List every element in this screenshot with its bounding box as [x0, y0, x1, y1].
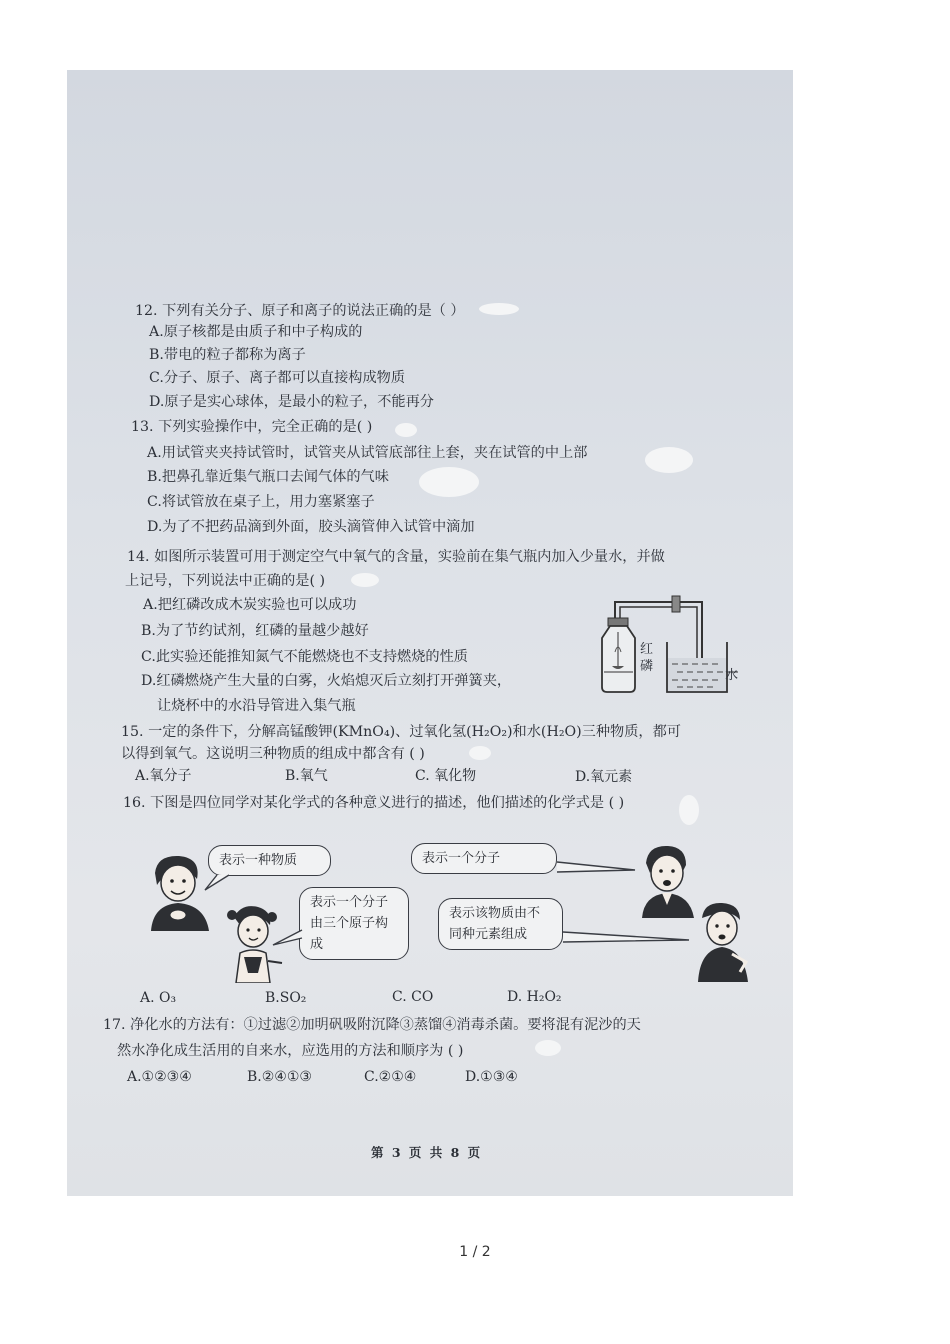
smudge-mark	[679, 795, 699, 825]
q15-stem-line2: 以得到氧气。这说明三种物质的组成中都含有 ( )	[121, 746, 425, 762]
q17-option-d: D.①③④	[465, 1069, 518, 1085]
q16-stem: 16. 下图是四位同学对某化学式的各种意义进行的描述，他们描述的化学式是 ( )	[123, 795, 625, 811]
q16-option-a: A. O₃	[140, 990, 177, 1006]
smudge-mark	[469, 746, 491, 760]
smudge-mark	[535, 1040, 561, 1056]
q13-option-d: D.为了不把药品滴到外面，胶头滴管伸入试管中滴加	[147, 519, 475, 535]
smudge-mark	[479, 303, 519, 315]
q14-stem-line2: 上记号，下列说法中正确的是( )	[125, 573, 326, 589]
smudge-mark	[395, 423, 417, 437]
figure-label-red: 红	[640, 642, 654, 657]
q14-option-d-line2: 让烧杯中的水沿导管进入集气瓶	[157, 698, 356, 714]
q17-stem-line1: 17. 净化水的方法有：①过滤②加明矾吸附沉降③蒸馏④消毒杀菌。要将混有泥沙的天	[103, 1017, 641, 1033]
q16-option-c: C. CO	[392, 989, 434, 1005]
q12-stem: 12. 下列有关分子、原子和离子的说法正确的是（ ）	[135, 303, 465, 319]
speech-bubble-one-substance: 表示一种物质	[208, 845, 331, 876]
q14-option-c: C.此实验还能推知氮气不能燃烧也不支持燃烧的性质	[141, 649, 468, 665]
q15-stem-line1: 15. 一定的条件下，分解高锰酸钾(KMnO₄)、过氧化氢(H₂O₂)和水(H₂O)三种物质，都可	[121, 724, 681, 740]
q14-option-a: A.把红磷改成木炭实验也可以成功	[143, 597, 357, 613]
q12-option-a: A.原子核都是由质子和中子构成的	[149, 324, 363, 340]
q12-option-c: C.分子、原子、离子都可以直接构成物质	[149, 370, 406, 386]
smudge-mark	[645, 447, 693, 473]
document-pager: 1 / 2	[459, 1244, 491, 1260]
q13-option-b: B.把鼻孔靠近集气瓶口去闻气体的气味	[147, 469, 389, 485]
q15-option-c: C. 氧化物	[415, 768, 477, 784]
q13-option-c: C.将试管放在桌子上，用力塞紧塞子	[147, 494, 375, 510]
q15-option-d: D.氧元素	[575, 769, 633, 785]
q17-stem-line2: 然水净化成生活用的自来水，应选用的方法和顺序为 ( )	[117, 1043, 464, 1059]
q14-option-d-line1: D.红磷燃烧产生大量的白雾，火焰熄灭后立刻打开弹簧夹，	[141, 673, 512, 689]
page-number-footer: 第 3 页 共 8 页	[371, 1145, 483, 1160]
figure-label-water: 水	[725, 668, 739, 683]
q17-option-a: A.①②③④	[127, 1069, 192, 1085]
q12-option-b: B.带电的粒子都称为离子	[149, 347, 306, 363]
speech-bubble-different-elements: 表示该物质由不同种元素组成	[438, 898, 563, 950]
speech-bubble-three-atoms: 表示一个分子由三个原子构成	[299, 887, 409, 960]
smudge-mark	[351, 573, 379, 587]
q12-option-d: D.原子是实心球体，是最小的粒子，不能再分	[149, 394, 434, 410]
q16-option-d: D. H₂O₂	[507, 989, 562, 1005]
speech-bubble-one-molecule: 表示一个分子	[411, 843, 557, 874]
q15-option-a: A.氧分子	[135, 768, 192, 784]
q14-option-b: B.为了节约试剂，红磷的量越少越好	[141, 623, 369, 639]
q17-option-c: C.②①④	[364, 1069, 417, 1085]
q15-option-b: B.氧气	[285, 768, 328, 784]
scanned-page-photo	[67, 70, 793, 1196]
q13-stem: 13. 下列实验操作中，完全正确的是( )	[131, 419, 373, 435]
smudge-mark	[419, 467, 479, 497]
q16-option-b: B.SO₂	[265, 990, 307, 1006]
q17-option-b: B.②④①③	[247, 1069, 312, 1085]
q13-option-a: A.用试管夹夹持试管时，试管夹从试管底部往上套，夹在试管的中上部	[147, 445, 588, 461]
q14-stem-line1: 14. 如图所示装置可用于测定空气中氧气的含量，实验前在集气瓶内加入少量水，并做	[127, 549, 665, 565]
figure-label-phosphorus: 磷	[640, 659, 654, 674]
